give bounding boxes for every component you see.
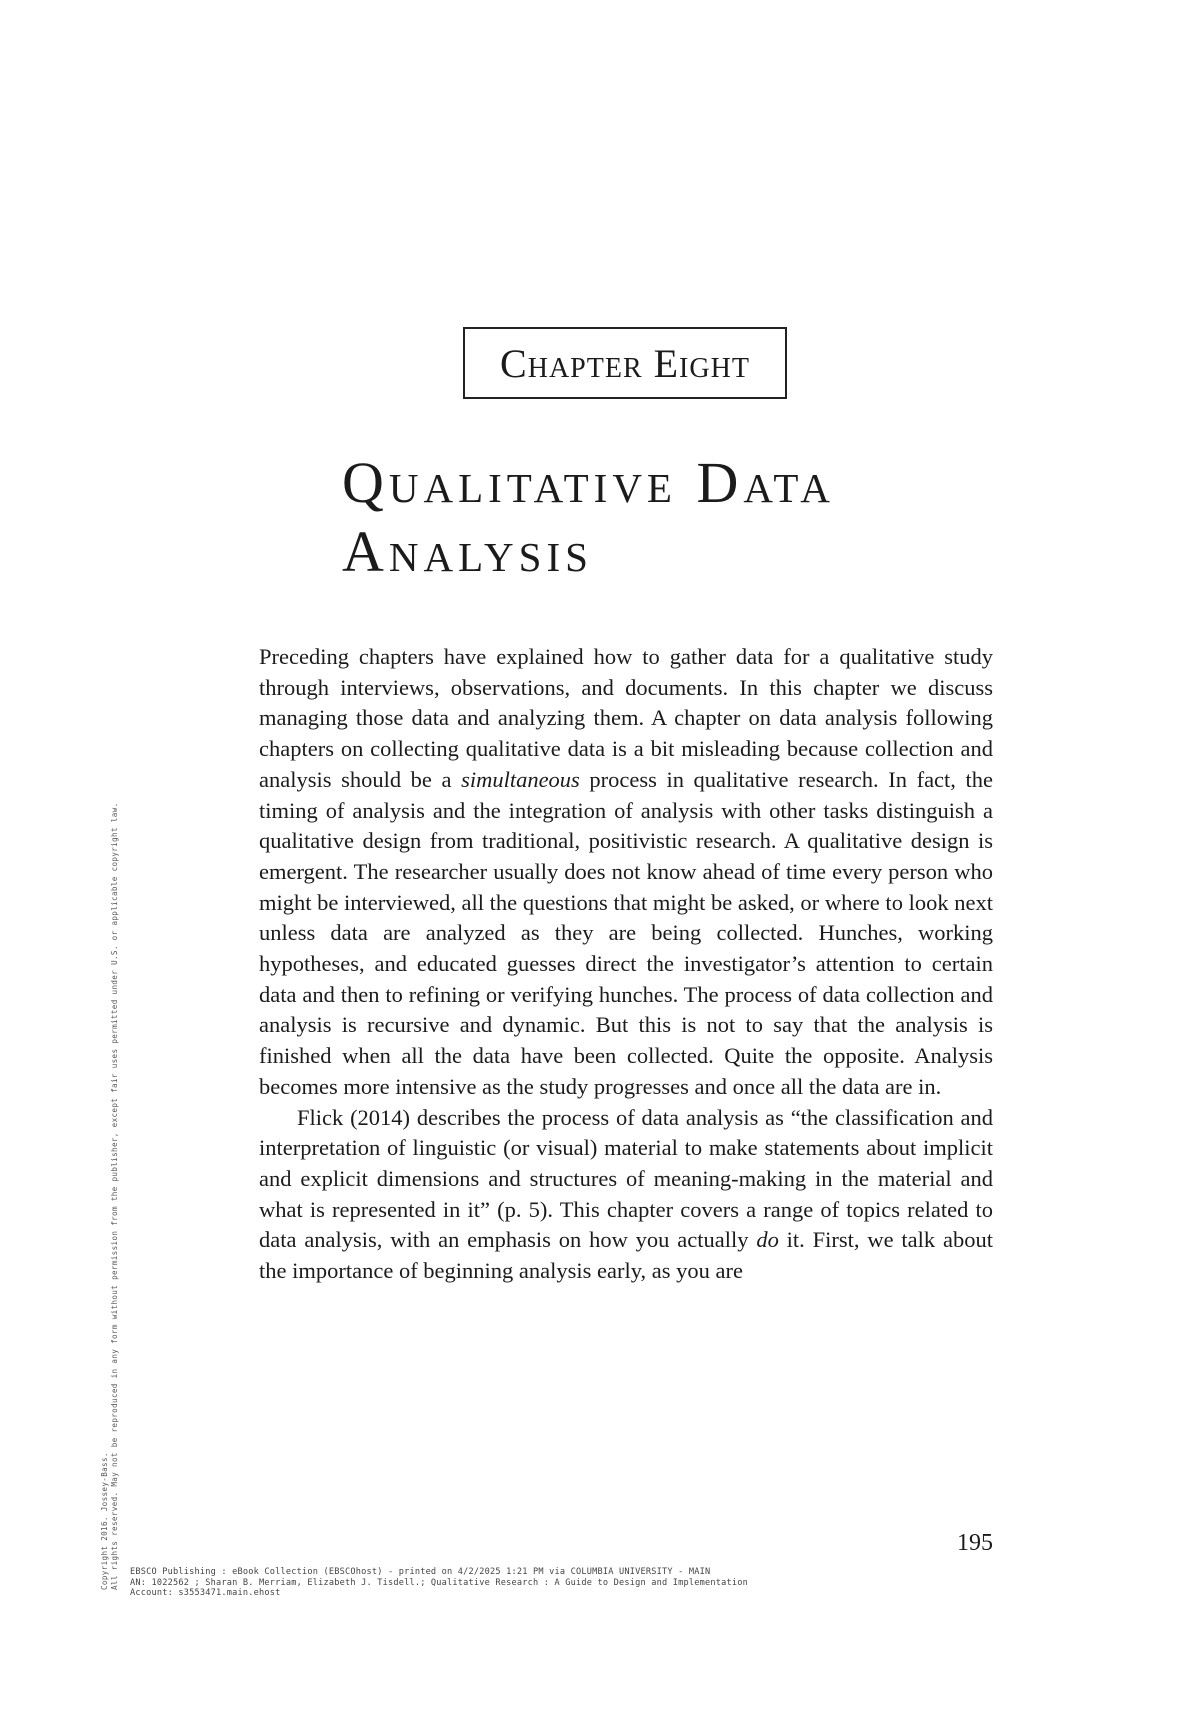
paragraph-1-emphasis: simultaneous <box>461 766 580 792</box>
paragraph-1-part-1: Preceding chapters have explained how to gather data for a qualitative study through interviews, observations, and documents. In this chapter we discuss managing those data and analyzing them. A chapter on data analysis following chapters on collecting qualitative data is a bit misleading because collection and analysis should be a <box>259 644 993 792</box>
chapter-title <box>342 448 962 586</box>
paragraph-2-part-2: it. First, we talk about the importance of beginning analysis early, as you are <box>259 1227 993 1284</box>
print-footer <box>130 1567 890 1599</box>
chapter-heading-box <box>463 327 787 399</box>
paragraph-2-part-1: Flick (2014) describes the process of data analysis as “the classification and interpretation of linguistic (or visual) material to make statements about implicit and explicit dimensions and structures of meaning-making in the material and what is represented in it” (p. 5). This chapter covers a range of topics related to data analysis, with an emphasis on how you actually <box>259 1104 993 1253</box>
footer-line-1: EBSCO Publishing : eBook Collection (EBSCOhost) - printed on 4/2/2025 1:21 PM via COLUMBIA UNIVERSITY - MAIN <box>130 1567 711 1577</box>
side-copyright-line-1: Copyright 2016. Jossey-Bass. <box>100 1452 109 1590</box>
side-copyright-line-2: All rights reserved. May not be reproduced in any form without permission from the publisher, except fair uses permitted under U.S. or applicable copyright law. <box>110 802 119 1590</box>
body-text <box>259 642 993 1287</box>
paragraph-1-part-2: process in qualitative research. In fact, the timing of analysis and the integration of analysis with other tasks distinguish a qualitative design from traditional, positivistic research. A qualitative design is emergent. The researcher usually does not know ahead of time every person who might be interviewed, all the questions that might be asked, or where to look next unless data are analyzed as they are being collected. Hunches, working hypotheses, and educated guesses direct the investigator’s attention to certain data and then to refining or verifying hunches. The process of data collection and analysis is recursive and dynamic. But this is not to say that the analysis is finished when all the data have been collected. Quite the opposite. Analysis becomes more intensive as the study progresses and once all the data are in. <box>259 766 993 1099</box>
side-copyright-notice <box>100 550 120 1590</box>
paragraph-2 <box>259 1103 993 1287</box>
page-number: 195 <box>957 1530 993 1556</box>
chapter-label: Chapter Eight <box>500 340 750 386</box>
paragraph-1 <box>259 642 993 1103</box>
paragraph-2-emphasis: do <box>756 1227 779 1253</box>
chapter-title-line-2: Analysis <box>342 519 593 584</box>
chapter-title-line-1: Qualitative Data <box>342 450 835 515</box>
footer-line-3: Account: s3553471.main.ehost <box>130 1588 281 1598</box>
footer-line-2: AN: 1022562 ; Sharan B. Merriam, Elizabeth J. Tisdell.; Qualitative Research : A Guide to Design and Implementation <box>130 1577 748 1588</box>
